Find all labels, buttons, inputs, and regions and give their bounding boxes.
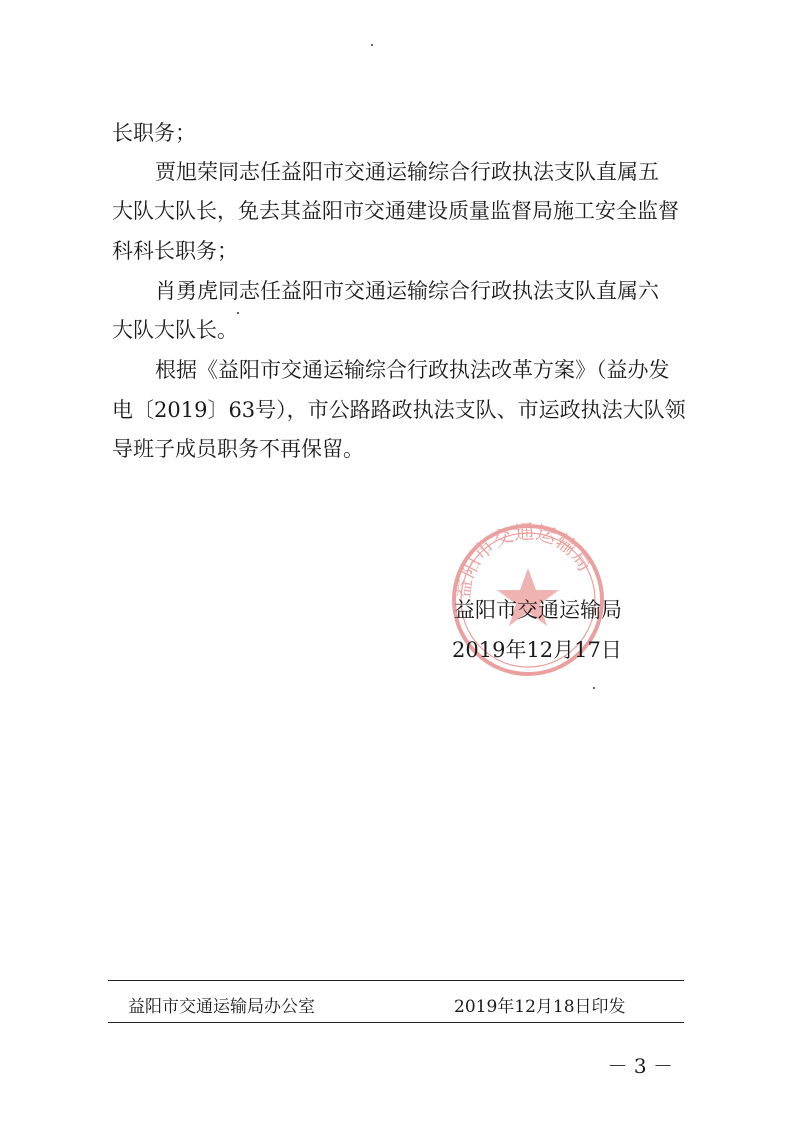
body-line: 大队大队长。	[112, 318, 238, 342]
footer-office: 益阳市交通运输局办公室	[128, 997, 315, 1017]
seal-text: 益阳市交通运输局	[450, 520, 598, 601]
page-number: － 3 －	[607, 1054, 673, 1078]
issue-date: 2019年12月17日	[452, 638, 622, 662]
body-line: 大队大队长，免去其益阳市交通建设质量监督局施工安全监督	[112, 199, 679, 223]
body-line: 贾旭荣同志任益阳市交通运输综合行政执法支队直属五	[155, 160, 659, 184]
footer-bottom-rule	[108, 1022, 684, 1023]
body-line: 肖勇虎同志任益阳市交通运输综合行政执法支队直属六	[155, 279, 659, 303]
body-line: 科科长职务；	[112, 239, 238, 263]
issuer-name: 益阳市交通运输局	[454, 598, 622, 622]
scan-speck	[371, 44, 373, 46]
footer-print-date: 2019年12月18日印发	[454, 997, 626, 1017]
body-line: 电〔2019〕63号），市公路路政执法支队、市运政执法大队领	[112, 398, 686, 422]
body-line: 长职务；	[112, 121, 196, 145]
scan-speck	[593, 687, 595, 689]
body-line: 导班子成员职务不再保留。	[112, 437, 364, 461]
scan-speck	[237, 312, 239, 314]
body-line: 根据《益阳市交通运输综合行政执法改革方案》（益办发	[155, 358, 670, 382]
footer-top-rule	[108, 980, 684, 981]
